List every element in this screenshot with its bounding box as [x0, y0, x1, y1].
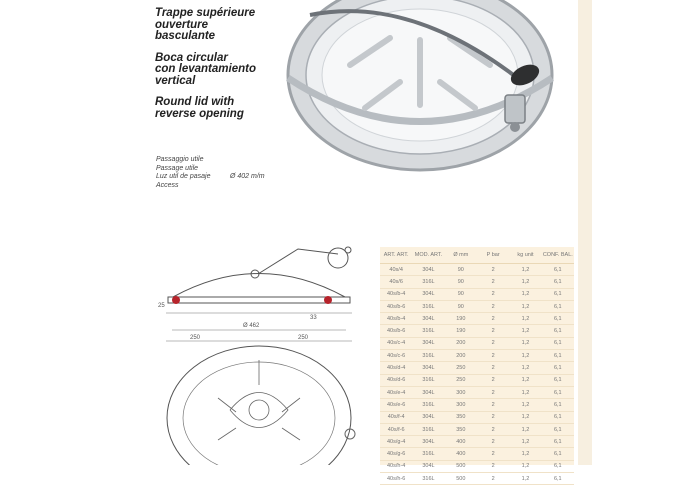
table-cell: 1,2 [521, 414, 530, 421]
table-cell: 500 [456, 475, 466, 482]
table-cell: 500 [456, 463, 466, 470]
table-cell: 2 [491, 328, 495, 335]
table-cell: 2 [491, 315, 495, 322]
table-cell: 90 [457, 266, 464, 273]
table-row [380, 436, 574, 448]
table-row [380, 387, 574, 399]
table-cell: 1,2 [521, 340, 530, 347]
table-cell: 300 [456, 401, 466, 408]
table-cell: 350 [456, 414, 466, 421]
table-cell: 6,1 [553, 389, 562, 396]
table-cell: 40s/h-6 [386, 475, 406, 482]
table-cell: 304L [422, 463, 435, 470]
table-cell: 316L [422, 451, 435, 458]
table-cell: 1,2 [521, 291, 530, 298]
table-row [380, 461, 574, 473]
dimension-left: 250 [190, 335, 201, 341]
table-cell: 304L [422, 414, 435, 421]
spec-value: Ø 402 m/m [230, 173, 265, 180]
table-cell: 2 [491, 438, 495, 445]
table-header: ART. ART. MOD. ART. Ø mm P bar kg unit CONF. BAL. [380, 247, 574, 264]
dimension-side-right: 33 [310, 315, 317, 321]
title-en: Round lid with reverse opening [155, 96, 244, 120]
table-cell: 316L [422, 426, 435, 433]
table-cell: 2 [491, 463, 495, 470]
table-cell: 316L [422, 328, 435, 335]
table-row [380, 362, 574, 374]
table-cell: 6,1 [553, 328, 562, 335]
table-cell: 40s/d-6 [386, 377, 406, 384]
table-row [380, 276, 574, 288]
table-cell: 40s/c-6 [387, 352, 406, 359]
table-cell: 250 [456, 365, 466, 372]
table-cell: 40s/c-4 [387, 340, 406, 347]
table-cell: 90 [457, 278, 464, 285]
table-cell: 2 [491, 340, 495, 347]
table-cell: 40s/4 [389, 266, 403, 273]
table-row [380, 448, 574, 460]
table-cell: 316L [422, 278, 435, 285]
table-cell: 316L [422, 401, 435, 408]
title-fr: Trappe supérieure ouverture basculante [155, 7, 256, 42]
table-cell: 6,1 [553, 266, 562, 273]
spec-labels: Passaggio utile Passage utile Luz util de pasaje Access [156, 156, 211, 189]
dimension-right: 250 [298, 335, 309, 341]
table-cell: 40s/g-6 [386, 451, 406, 458]
table-row [380, 350, 574, 362]
specification-table [380, 247, 574, 482]
technical-drawing [148, 240, 370, 465]
table-cell: 40s/d-4 [386, 365, 406, 372]
table-cell: 1,2 [521, 303, 530, 310]
table-cell: 1,2 [521, 377, 530, 384]
table-cell: 6,1 [553, 475, 562, 482]
table-cell: 2 [491, 278, 495, 285]
table-cell: 1,2 [521, 401, 530, 408]
table-cell: 40s/g-4 [386, 438, 406, 445]
table-cell: 316L [422, 475, 435, 482]
table-cell: 304L [422, 266, 435, 273]
table-cell: 6,1 [553, 352, 562, 359]
table-row [380, 473, 574, 485]
table-cell: 250 [456, 377, 466, 384]
table-row [380, 264, 574, 276]
dimension-diameter: Ø 462 [243, 323, 260, 329]
table-cell: 6,1 [553, 438, 562, 445]
table-cell: 304L [422, 438, 435, 445]
table-row [380, 289, 574, 301]
table-cell: 316L [422, 352, 435, 359]
table-row [380, 325, 574, 337]
table-cell: 1,2 [521, 463, 530, 470]
table-cell: 90 [457, 303, 464, 310]
table-row [380, 338, 574, 350]
table-cell: 1,2 [521, 352, 530, 359]
table-cell: 6,1 [553, 278, 562, 285]
table-cell: 2 [491, 451, 495, 458]
table-cell: 6,1 [553, 401, 562, 408]
lid-product-image [270, 0, 570, 200]
table-cell: 6,1 [553, 315, 562, 322]
table-cell: 40s/6 [389, 278, 403, 285]
table-cell: 190 [456, 328, 466, 335]
table-cell: 40s/h-4 [386, 463, 406, 470]
table-cell: 1,2 [521, 315, 530, 322]
table-cell: 40s/b-4 [386, 291, 406, 298]
table-cell: 200 [456, 340, 466, 347]
table-row [380, 424, 574, 436]
table-cell: 2 [491, 303, 495, 310]
table-cell: 2 [491, 389, 495, 396]
table-cell: 2 [491, 475, 495, 482]
table-cell: 1,2 [521, 278, 530, 285]
table-cell: 190 [456, 315, 466, 322]
title-group [155, 8, 285, 130]
table-cell: 400 [456, 451, 466, 458]
dimension-side-left: 25 [158, 303, 165, 309]
title-es: Boca circular con levantamiento vertical [155, 51, 256, 87]
table-cell: 6,1 [553, 340, 562, 347]
table-cell: 400 [456, 438, 466, 445]
table-row [380, 375, 574, 387]
table-cell: 6,1 [553, 365, 562, 372]
table-cell: 6,1 [553, 291, 562, 298]
table-row [380, 313, 574, 325]
table-cell: 1,2 [521, 328, 530, 335]
table-cell: 6,1 [553, 414, 562, 421]
table-cell: 304L [422, 291, 435, 298]
table-cell: 350 [456, 426, 466, 433]
table-row [380, 399, 574, 411]
table-cell: 316L [422, 377, 435, 384]
sidebar-strip [578, 0, 592, 465]
table-cell: 304L [422, 315, 435, 322]
table-cell: 40s/b-6 [386, 303, 406, 310]
table-cell: 316L [422, 303, 435, 310]
table-cell: 200 [456, 352, 466, 359]
table-cell: 40s/e-4 [386, 389, 406, 396]
table-cell: 1,2 [521, 451, 530, 458]
table-cell: 2 [491, 401, 495, 408]
table-cell: 2 [491, 291, 495, 298]
table-cell: 1,2 [521, 426, 530, 433]
table-row [380, 412, 574, 424]
table-cell: 1,2 [521, 438, 530, 445]
table-cell: 40s/b-4 [386, 315, 406, 322]
table-cell: 6,1 [553, 463, 562, 470]
table-cell: 6,1 [553, 303, 562, 310]
table-cell: 90 [457, 291, 464, 298]
table-row [380, 301, 574, 313]
table-cell: 40s/f-4 [387, 414, 405, 421]
table-cell: 304L [422, 365, 435, 372]
table-cell: 6,1 [553, 451, 562, 458]
table-body [380, 264, 574, 485]
table-cell: 40s/b-6 [386, 328, 406, 335]
table-cell: 304L [422, 340, 435, 347]
table-cell: 40s/f-6 [387, 426, 405, 433]
table-cell: 1,2 [521, 389, 530, 396]
table-cell: 1,2 [521, 365, 530, 372]
table-cell: 6,1 [553, 377, 562, 384]
table-cell: 6,1 [553, 426, 562, 433]
right-blank [592, 0, 700, 465]
table-cell: 2 [491, 426, 495, 433]
table-cell: 300 [456, 389, 466, 396]
table-cell: 1,2 [521, 475, 530, 482]
table-cell: 304L [422, 389, 435, 396]
table-cell: 2 [491, 414, 495, 421]
table-cell: 2 [491, 352, 495, 359]
table-cell: 2 [491, 266, 495, 273]
table-cell: 1,2 [521, 266, 530, 273]
table-cell: 2 [491, 365, 495, 372]
table-cell: 2 [491, 377, 495, 384]
table-cell: 40s/e-6 [386, 401, 406, 408]
